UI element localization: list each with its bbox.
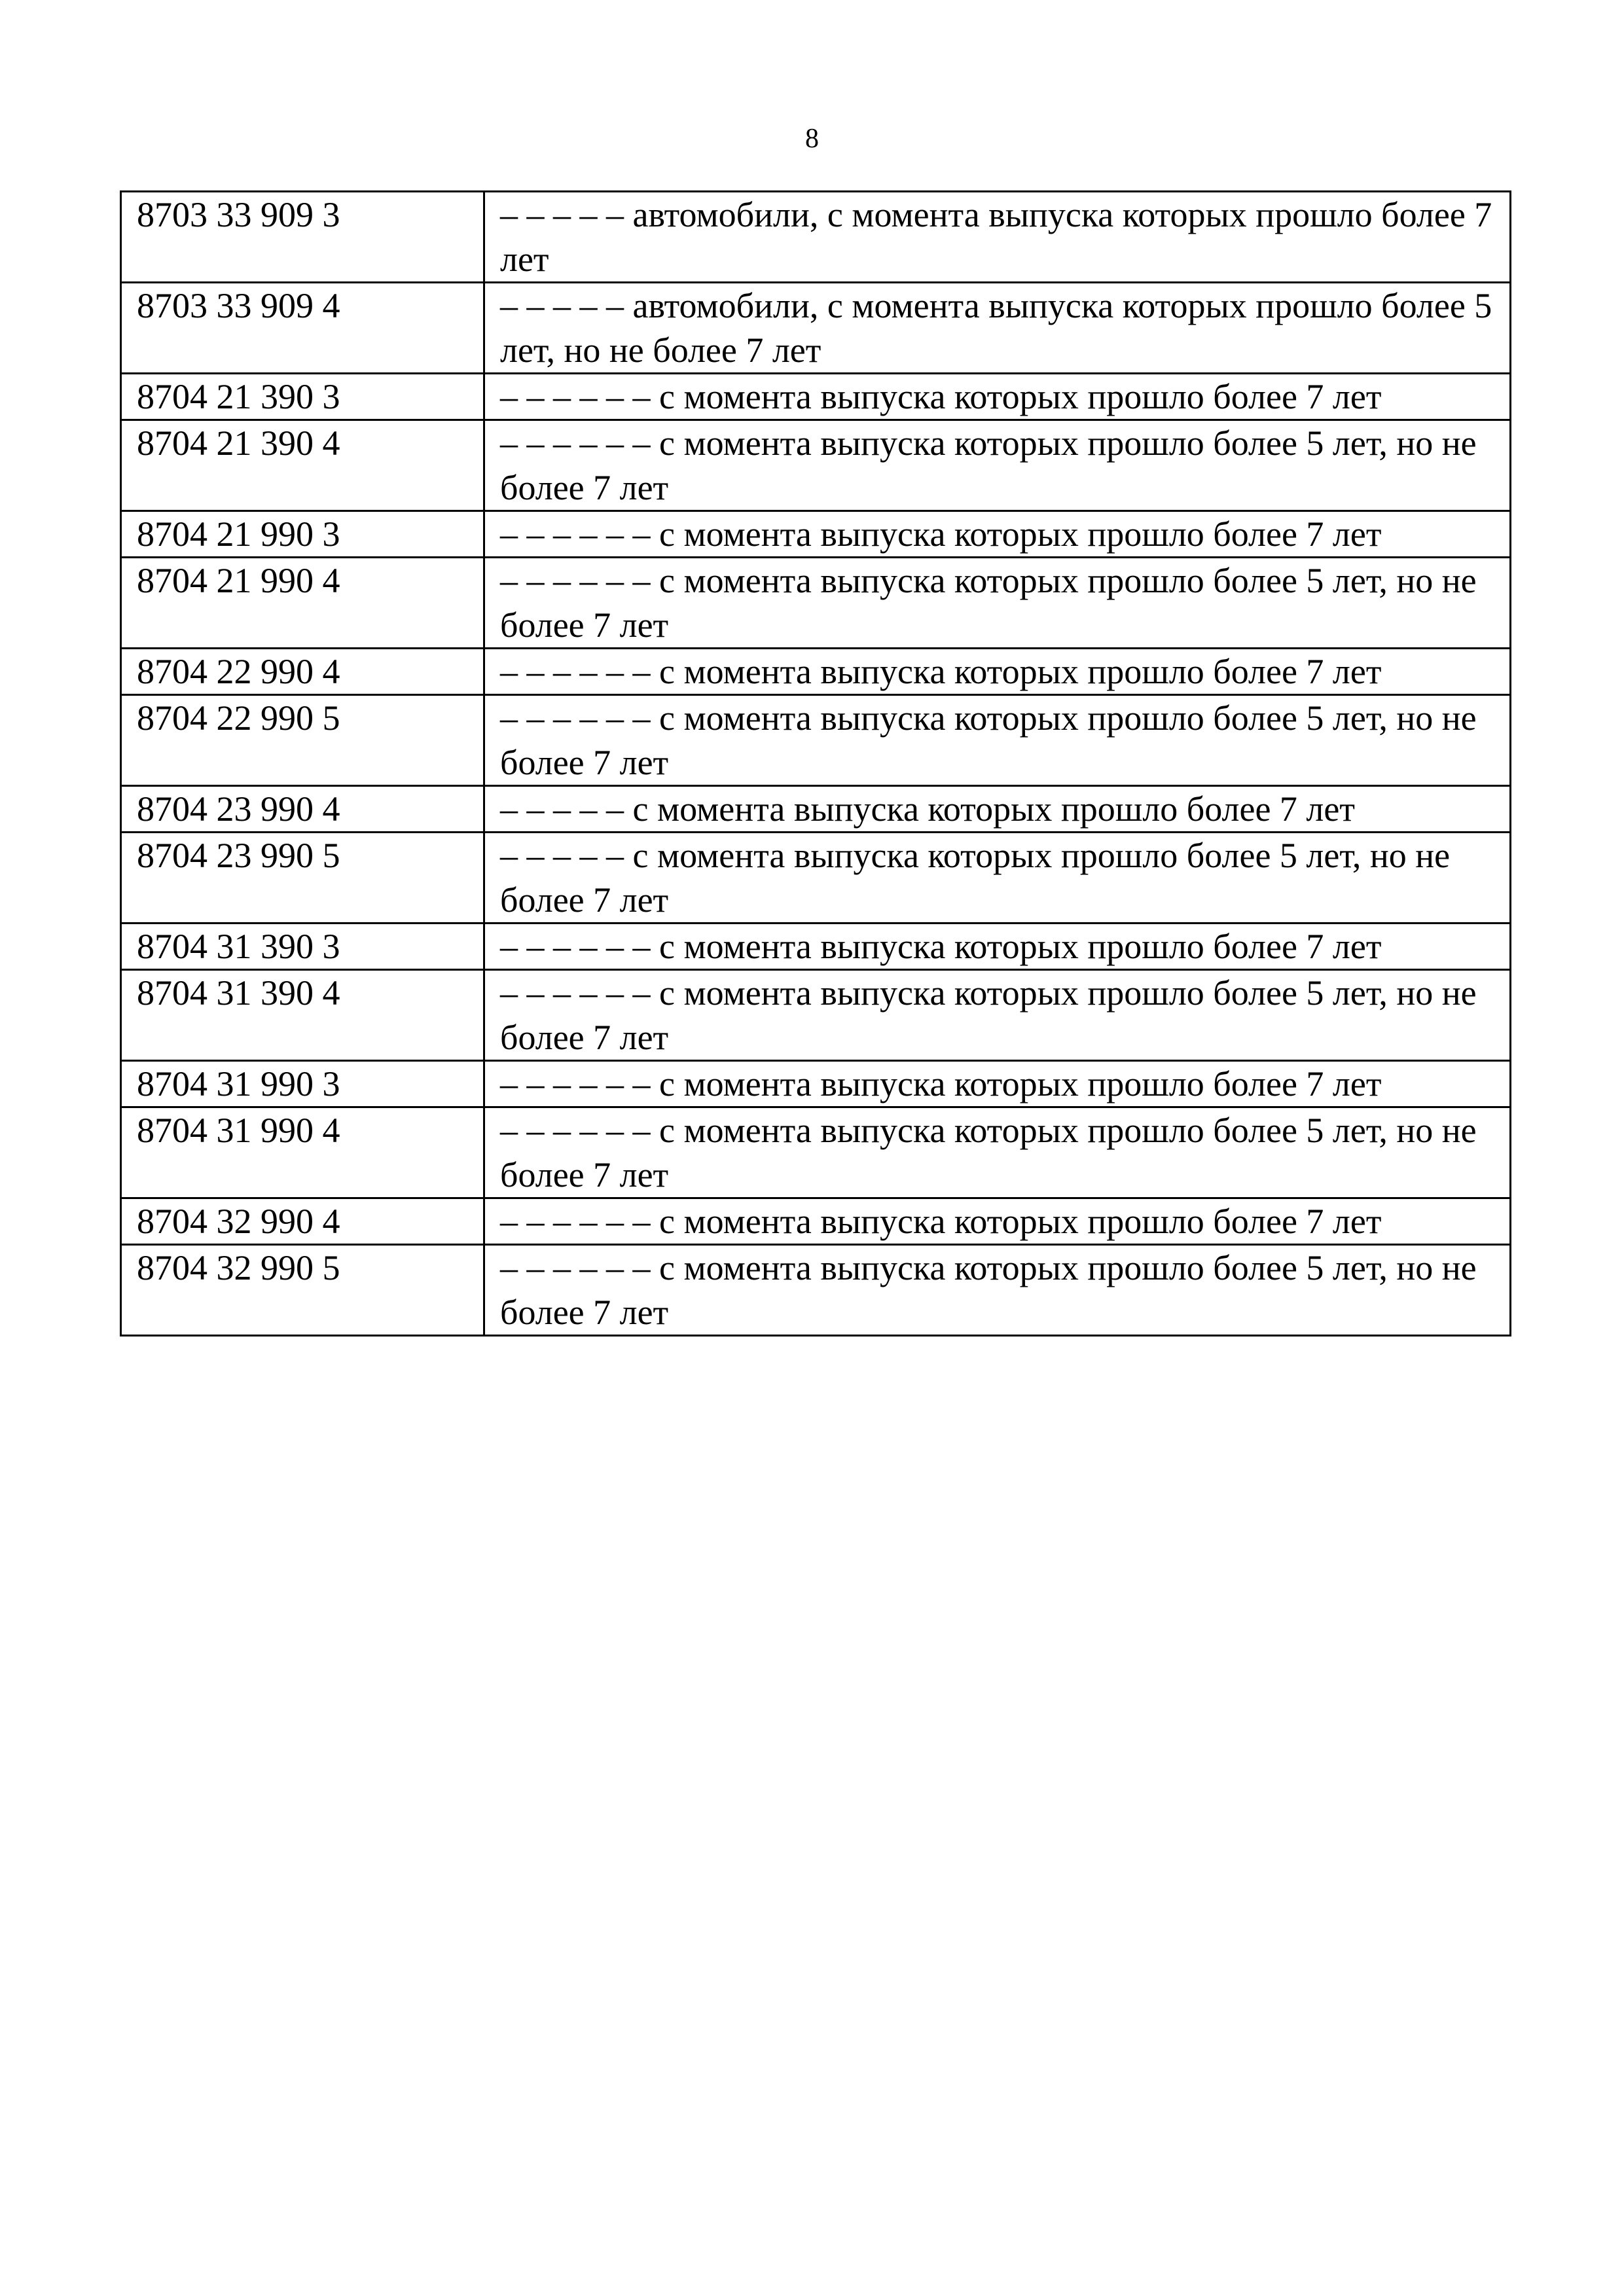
table-row [121, 695, 1511, 786]
code-cell: 8704 31 390 3 [121, 924, 484, 970]
description-cell: – – – – – – с момента выпуска которых прошло более 5 лет, но не более 7 лет [484, 970, 1511, 1061]
table-row [121, 420, 1511, 511]
code-cell: 8704 31 990 3 [121, 1061, 484, 1107]
description-cell: – – – – – – с момента выпуска которых прошло более 7 лет [484, 649, 1511, 695]
tariff-codes-table [120, 190, 1511, 1336]
description-cell: – – – – – – с момента выпуска которых прошло более 7 лет [484, 1198, 1511, 1245]
code-cell: 8704 23 990 4 [121, 786, 484, 833]
table-row [121, 1198, 1511, 1245]
code-cell: 8704 21 390 3 [121, 374, 484, 420]
table-row [121, 1061, 1511, 1107]
description-cell: – – – – – с момента выпуска которых прошло более 7 лет [484, 786, 1511, 833]
description-cell: – – – – – – с момента выпуска которых прошло более 5 лет, но не более 7 лет [484, 420, 1511, 511]
description-cell: – – – – – – с момента выпуска которых прошло более 5 лет, но не более 7 лет [484, 695, 1511, 786]
description-cell: – – – – – – с момента выпуска которых прошло более 5 лет, но не более 7 лет [484, 558, 1511, 649]
table-row [121, 558, 1511, 649]
code-cell: 8703 33 909 3 [121, 192, 484, 283]
table-row [121, 970, 1511, 1061]
page-number: 8 [805, 124, 819, 154]
code-cell: 8704 31 390 4 [121, 970, 484, 1061]
code-cell: 8704 32 990 5 [121, 1245, 484, 1336]
description-cell: – – – – – – с момента выпуска которых прошло более 7 лет [484, 1061, 1511, 1107]
code-cell: 8703 33 909 4 [121, 283, 484, 374]
table-row [121, 924, 1511, 970]
description-cell: – – – – – – с момента выпуска которых прошло более 7 лет [484, 924, 1511, 970]
description-cell: – – – – – автомобили, с момента выпуска которых прошло более 5 лет, но не более 7 лет [484, 283, 1511, 374]
table-row [121, 833, 1511, 924]
table-row [121, 511, 1511, 558]
table-row [121, 786, 1511, 833]
table-row [121, 1107, 1511, 1198]
description-cell: – – – – – – с момента выпуска которых прошло более 7 лет [484, 374, 1511, 420]
code-cell: 8704 32 990 4 [121, 1198, 484, 1245]
code-cell: 8704 22 990 5 [121, 695, 484, 786]
table-row [121, 283, 1511, 374]
table-row [121, 649, 1511, 695]
description-cell: – – – – – – с момента выпуска которых прошло более 5 лет, но не более 7 лет [484, 1245, 1511, 1336]
table-row [121, 192, 1511, 283]
code-cell: 8704 21 390 4 [121, 420, 484, 511]
table-row [121, 1245, 1511, 1336]
description-cell: – – – – – – с момента выпуска которых прошло более 5 лет, но не более 7 лет [484, 1107, 1511, 1198]
table-row [121, 374, 1511, 420]
description-cell: – – – – – – с момента выпуска которых прошло более 7 лет [484, 511, 1511, 558]
description-cell: – – – – – с момента выпуска которых прошло более 5 лет, но не более 7 лет [484, 833, 1511, 924]
code-cell: 8704 21 990 4 [121, 558, 484, 649]
code-cell: 8704 22 990 4 [121, 649, 484, 695]
code-cell: 8704 31 990 4 [121, 1107, 484, 1198]
code-cell: 8704 23 990 5 [121, 833, 484, 924]
code-cell: 8704 21 990 3 [121, 511, 484, 558]
description-cell: – – – – – автомобили, с момента выпуска которых прошло более 7 лет [484, 192, 1511, 283]
